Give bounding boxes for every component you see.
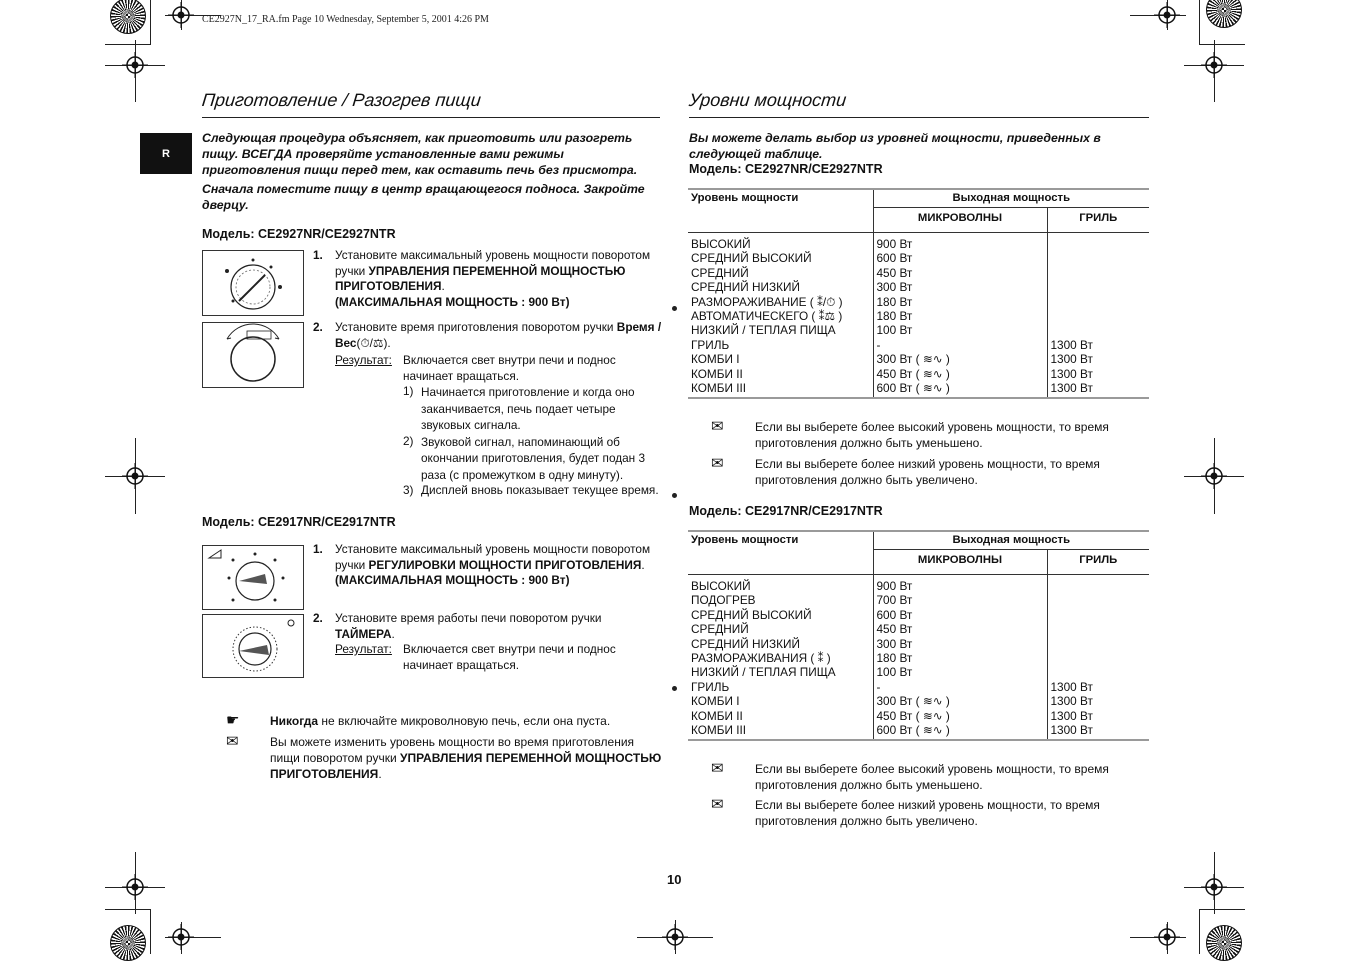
info-note: [226, 734, 666, 782]
table-cell-micro: 100 Вт: [873, 323, 1047, 337]
table-cell-micro: 300 Вт: [873, 280, 1047, 294]
warning-note: [226, 713, 666, 729]
intro-paragraph-2: Сначала поместите пищу в центр вращающегося подноса. Закройте дверцу.: [202, 182, 645, 212]
table-cell-level: ВЫСОКИЙ: [691, 579, 751, 593]
note-bold: УПРАВЛЕНИЯ ПЕРЕМЕННОЙ МОЩНОСТЬЮ ПРИГОТОВЛЕНИЯ: [270, 751, 662, 781]
title-text: Уровни мощности: [688, 90, 848, 110]
table-row: [688, 593, 1149, 607]
step-text: (⏱/⚖).: [356, 335, 391, 350]
column-header-output: Выходная мощность: [873, 531, 1149, 550]
note-text: не включайте микроволновую печь, если она пуста.: [318, 714, 611, 728]
table-header-row: [688, 531, 1149, 550]
crosshair-icon: [1201, 52, 1227, 78]
table-cell-micro: 600 Вт: [873, 251, 1047, 265]
table-cell-grill: 1300 Вт: [1047, 352, 1149, 366]
table-cell-micro: 600 Вт ( ≋∿ ): [873, 381, 1047, 398]
table-cell-level: РАЗМОРАЖИВАНИЯ ( ⁑ ): [691, 651, 831, 666]
table-cell-grill: [1047, 593, 1149, 607]
table-cell-grill: [1047, 608, 1149, 622]
model-label: Модель: CE2917NR/CE2917NTR: [689, 504, 883, 518]
result-list: [403, 384, 663, 499]
table-row: [688, 575, 1149, 594]
page-number: 10: [667, 872, 682, 887]
table-cell-level: СРЕДНИЙ: [691, 265, 749, 280]
table-cell-micro: 300 Вт ( ≋∿ ): [873, 352, 1047, 366]
table-cell-level: КОМБИ II: [691, 366, 743, 381]
table-cell-level: ВЫСОКИЙ: [691, 237, 751, 251]
crosshair-icon: [168, 2, 194, 28]
table-cell-grill: 1300 Вт: [1047, 723, 1149, 740]
step-text: Установите максимальный уровень мощности поворотом ручки: [335, 542, 651, 572]
table-cell-grill: [1047, 309, 1149, 323]
column-header-micro: МИКРОВОЛНЫ: [873, 550, 1047, 575]
table-cell-level: КОМБИ I: [691, 352, 740, 367]
column-header-micro: МИКРОВОЛНЫ: [873, 208, 1047, 233]
table-cell-grill: 1300 Вт: [1047, 338, 1149, 352]
column-header-output: Выходная мощность: [873, 189, 1149, 208]
timer-knob-illustration: [202, 614, 304, 678]
note-icon: ✉: [711, 418, 724, 435]
registration-rosette-icon: [1206, 925, 1242, 961]
table-row: [688, 622, 1149, 636]
info-note: [711, 419, 1141, 451]
list-item: [403, 434, 663, 484]
table-cell-grill: [1047, 575, 1149, 594]
table-row: [688, 367, 1149, 381]
table-row: [688, 694, 1149, 708]
list-text: Дисплей вновь показывает текущее время.: [421, 483, 659, 497]
registration-rosette-icon: [110, 0, 146, 34]
table-row: [688, 680, 1149, 694]
table-row: [688, 309, 1149, 323]
margin-dot: [672, 493, 677, 498]
margin-dot: [672, 306, 677, 311]
table-cell-grill: [1047, 622, 1149, 636]
table-cell-micro: 300 Вт ( ≋∿ ): [873, 694, 1047, 708]
column-header-grill: ГРИЛЬ: [1047, 550, 1149, 575]
table-cell-grill: [1047, 280, 1149, 294]
table-cell-grill: [1047, 295, 1149, 309]
model-label: Модель: CE2927NR/CE2927NTR: [689, 162, 883, 176]
page-title-cooking: [202, 90, 660, 118]
intro-paragraph: Следующая процедура объясняет, как приготовить или разогреть пищу. ВСЕГДА проверяйте установленные вами режимы приготовления пищи перед тем, как оставить печь без присмотра.: [202, 131, 638, 177]
table-row: [688, 651, 1149, 665]
table-row: [688, 381, 1149, 398]
step-1: [313, 542, 663, 589]
table-cell-micro: 450 Вт: [873, 622, 1047, 636]
table-row: [688, 665, 1149, 679]
table-cell-grill: 1300 Вт: [1047, 381, 1149, 398]
column-header-grill: ГРИЛЬ: [1047, 208, 1149, 233]
step-bold: ТАЙМЕРА: [335, 626, 392, 641]
list-item: [403, 384, 663, 434]
step-text: Установите время приготовления поворотом ручки: [335, 320, 617, 334]
table-cell-micro: 450 Вт ( ≋∿ ): [873, 367, 1047, 381]
table-cell-micro: -: [873, 338, 1047, 352]
step-bold: Время / Вес: [335, 320, 662, 350]
crosshair-icon: [1154, 924, 1180, 950]
table-row: [688, 295, 1149, 309]
table-cell-level: КОМБИ II: [691, 708, 743, 723]
table-cell-micro: 600 Вт ( ≋∿ ): [873, 723, 1047, 740]
step-text: Установите максимальный уровень мощности поворотом ручки: [335, 248, 651, 278]
table-cell-level: СРЕДНИЙ ВЫСОКИЙ: [691, 607, 812, 622]
table-row: [688, 251, 1149, 265]
crosshair-icon: [1201, 463, 1227, 489]
table-cell-grill: [1047, 637, 1149, 651]
note-icon: ✉: [226, 733, 239, 750]
file-header: CE2927N_17_RA.fm Page 10 Wednesday, September 5, 2001 4:26 PM: [202, 14, 489, 25]
table-cell-micro: -: [873, 680, 1047, 694]
result-row: [335, 353, 663, 384]
table-row: [688, 338, 1149, 352]
step-2: [313, 611, 663, 673]
table-cell-micro: 180 Вт: [873, 309, 1047, 323]
crosshair-icon: [168, 924, 194, 950]
table-cell-micro: 600 Вт: [873, 608, 1047, 622]
model-label: Модель: CE2917NR/CE2917NTR: [202, 515, 396, 529]
list-text: Начинается приготовление и когда оно заканчивается, печь подает четыре звуковых сигнала.: [421, 385, 635, 432]
note-icon: ✉: [711, 796, 724, 813]
table-row: [688, 233, 1149, 252]
table-cell-grill: [1047, 251, 1149, 265]
table-cell-level: КОМБИ III: [688, 723, 873, 740]
table-cell-micro: 180 Вт: [873, 295, 1047, 309]
list-number: 1): [403, 384, 414, 398]
table-cell-grill: [1047, 665, 1149, 679]
step-bold: РЕГУЛИРОВКИ МОЩНОСТИ ПРИГОТОВЛЕНИЯ: [368, 557, 642, 572]
table-row: [688, 352, 1149, 366]
table-row: [688, 266, 1149, 280]
table-row: [688, 709, 1149, 723]
pointing-hand-icon: ☛: [226, 712, 240, 729]
table-header-row: [688, 189, 1149, 208]
info-note: [711, 797, 1141, 829]
table-cell-grill: 1300 Вт: [1047, 709, 1149, 723]
result-label: Результат:: [335, 353, 392, 367]
step-number: 1.: [313, 248, 323, 262]
crosshair-icon: [122, 52, 148, 78]
table-cell-grill: [1047, 266, 1149, 280]
table-cell-level: НИЗКИЙ / ТЕПЛАЯ ПИЩА: [691, 665, 836, 680]
table-cell-micro: 300 Вт: [873, 637, 1047, 651]
list-number: 2): [403, 433, 414, 448]
result-text: Включается свет внутри печи и поднос начинает вращаться.: [403, 642, 616, 672]
list-number: 3): [403, 483, 414, 497]
step-2: [313, 320, 663, 499]
table-cell-level: СРЕДНИЙ: [691, 622, 749, 637]
power-table: [688, 188, 1149, 399]
note-text: Если вы выберете более высокий уровень мощности, то время приготовления должно быть уменьшено.: [755, 762, 1109, 792]
table-cell-micro: 180 Вт: [873, 651, 1047, 665]
table-row: [688, 723, 1149, 740]
table-cell-micro: 900 Вт: [873, 575, 1047, 594]
note-text: Если вы выберете более низкий уровень мощности, то время приготовления должно быть увеличено.: [755, 457, 1100, 487]
table-cell-level: ГРИЛЬ: [691, 679, 730, 694]
note-text: .: [378, 767, 382, 781]
table-cell-level: РАЗМОРАЖИВАНИЕ ( ⁑/⏱ ): [691, 294, 843, 309]
note-text: Если вы выберете более высокий уровень мощности, то время приготовления должно быть уменьшено.: [755, 420, 1109, 450]
model-label: Модель: CE2927NR/CE2927NTR: [202, 227, 396, 241]
step-text: .: [391, 626, 395, 641]
note-text: Если вы выберете более низкий уровень мощности, то время приготовления должно быть увеличено.: [755, 798, 1100, 828]
power-table-body: [688, 233, 1149, 399]
table-cell-level: СРЕДНИЙ НИЗКИЙ: [691, 280, 800, 295]
power-table: [688, 530, 1149, 741]
crosshair-icon: [662, 924, 688, 950]
table-cell-level: СРЕДНИЙ НИЗКИЙ: [691, 636, 800, 651]
table-row: [688, 280, 1149, 294]
list-text: Звуковой сигнал, напоминающий об окончании приготовления, будет подан 3 раза (с промежутком в одну минуту).: [421, 434, 646, 482]
intro-paragraph: Вы можете делать выбор из уровней мощности, приведенных в следующей таблице.: [689, 131, 1101, 161]
table-cell-level: ПОДОГРЕВ: [691, 593, 756, 608]
table-cell-level: НИЗКИЙ / ТЕПЛАЯ ПИЩА: [691, 323, 836, 338]
step-number: 2.: [313, 611, 323, 625]
table-row: [688, 608, 1149, 622]
registration-rosette-icon: [110, 925, 146, 961]
step-bold: УПРАВЛЕНИЯ ПЕРЕМЕННОЙ МОЩНОСТЬЮ ПРИГОТОВЛЕНИЯ: [335, 263, 626, 293]
table-cell-grill: [1047, 323, 1149, 337]
crosshair-icon: [122, 463, 148, 489]
power-dial-illustration: [202, 250, 304, 316]
table-cell-grill: [1047, 233, 1149, 252]
column-header-level: Уровень мощности: [688, 189, 873, 233]
table-cell-grill: 1300 Вт: [1047, 694, 1149, 708]
table-cell-micro: 450 Вт: [873, 266, 1047, 280]
result-text: Включается свет внутри печи и поднос начинает вращаться.: [403, 353, 616, 383]
step-text: .: [641, 557, 645, 572]
column-header-level: Уровень мощности: [688, 531, 873, 575]
note-text: Вы можете изменить уровень мощности во время приготовления пищи поворотом ручки: [270, 735, 635, 765]
result-row: [335, 642, 663, 673]
table-row: [688, 323, 1149, 337]
table-cell-grill: 1300 Вт: [1047, 367, 1149, 381]
table-cell-level: ГРИЛЬ: [691, 337, 730, 352]
crosshair-icon: [122, 874, 148, 900]
language-tab: R: [140, 133, 192, 174]
margin-dot: [672, 686, 677, 691]
table-cell-micro: 450 Вт ( ≋∿ ): [873, 709, 1047, 723]
table-cell-grill: 1300 Вт: [1047, 680, 1149, 694]
power-table-body: [688, 575, 1149, 741]
step-text: .: [441, 279, 445, 293]
table-cell-level: КОМБИ III: [688, 381, 873, 398]
table-cell-micro: 100 Вт: [873, 665, 1047, 679]
table-cell-level: СРЕДНИЙ ВЫСОКИЙ: [691, 251, 812, 266]
list-item: [403, 483, 663, 499]
max-power-note: (МАКСИМАЛЬНАЯ МОЩНОСТЬ : 900 Вт): [335, 573, 570, 587]
crosshair-icon: [1201, 874, 1227, 900]
table-cell-level: АВТОМАТИЧЕСКЕГО ( ⁑⚖ ): [691, 309, 843, 324]
step-number: 2.: [313, 320, 323, 334]
max-power-note: (МАКСИМАЛЬНАЯ МОЩНОСТЬ : 900 Вт): [335, 294, 570, 309]
note-icon: ✉: [711, 455, 724, 472]
note-icon: ✉: [711, 760, 724, 777]
table-cell-grill: [1047, 651, 1149, 665]
step-number: 1.: [313, 542, 323, 556]
time-dial-illustration: [202, 322, 304, 388]
table-cell-micro: 900 Вт: [873, 233, 1047, 252]
table-cell-micro: 700 Вт: [873, 593, 1047, 607]
step-1: [313, 248, 663, 310]
registration-rosette-icon: [1206, 0, 1242, 28]
info-note: [711, 761, 1141, 793]
info-note: [711, 456, 1141, 488]
page-title-power-levels: [689, 90, 1149, 118]
title-text: Приготовление / Разогрев пищи: [201, 90, 482, 110]
result-label: Результат:: [335, 642, 392, 656]
table-row: [688, 637, 1149, 651]
table-cell-level: КОМБИ I: [691, 694, 740, 709]
power-knob-illustration: [202, 545, 304, 610]
step-text: Установите время работы печи поворотом ручки: [335, 611, 602, 625]
note-bold: Никогда: [270, 714, 319, 728]
crosshair-icon: [1154, 2, 1180, 28]
